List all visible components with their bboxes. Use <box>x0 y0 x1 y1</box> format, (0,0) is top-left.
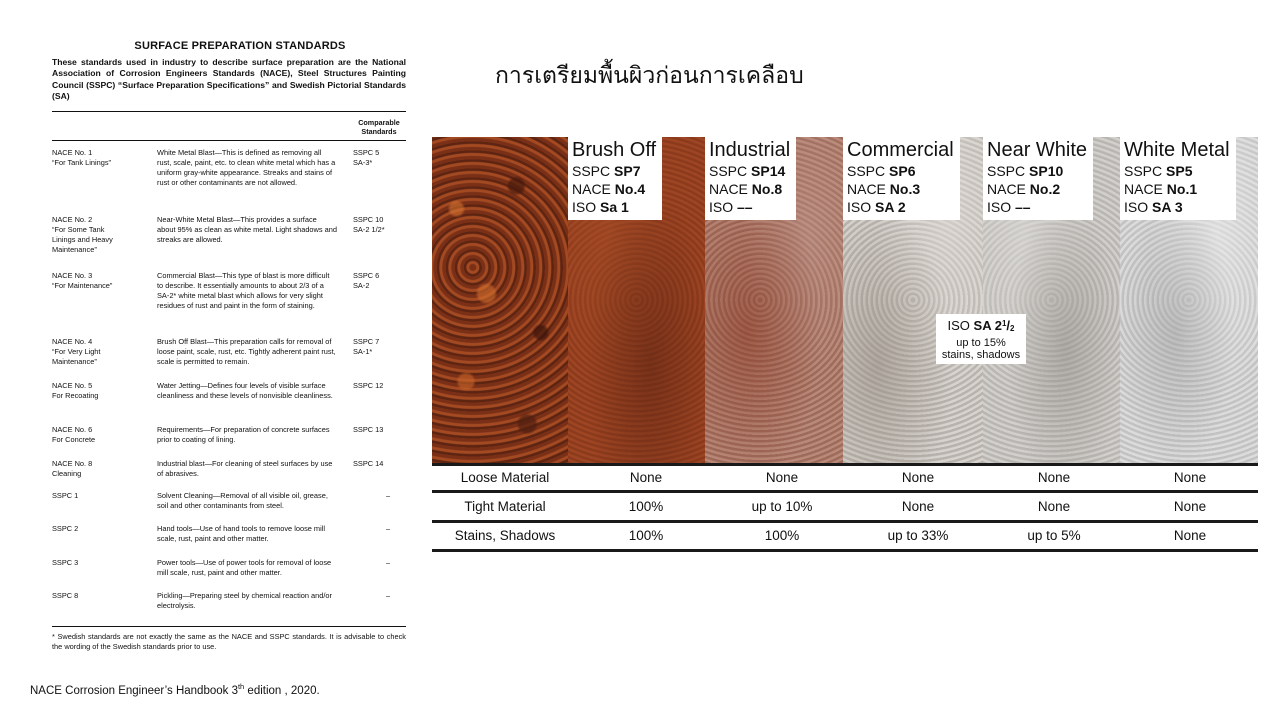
grade-photo-white-metal <box>1120 137 1258 463</box>
nace-code: No.1 <box>1166 181 1198 197</box>
comparable-standard: SSPC 13 <box>353 424 384 434</box>
iso-prefix: ISO <box>1124 199 1153 215</box>
iso-grade: SA 2 <box>973 318 1002 333</box>
sspc-code: SP14 <box>751 163 786 179</box>
nace-prefix: NACE <box>572 181 615 197</box>
grade-nace <box>1124 180 1230 198</box>
comparable-standard: – <box>385 557 391 567</box>
comparable-standard: SSPC 12 <box>353 380 384 390</box>
row-value: up to 10% <box>751 499 813 514</box>
comparison-row-stains-shadows <box>432 522 1258 549</box>
table-header-rule <box>52 140 406 141</box>
citation-suffix: edition , 2020. <box>244 685 320 697</box>
grade-iso <box>847 198 954 216</box>
standard-name: SSPC 2 <box>52 523 79 533</box>
grade-sspc <box>987 162 1087 180</box>
table-separator <box>432 549 1258 552</box>
row-value: None <box>629 470 663 485</box>
standard-name: NACE No. 3 “For Maintenance” <box>52 270 113 290</box>
grade-iso <box>572 198 656 216</box>
standard-description: Pickling—Preparing steel by chemical reaction and/or electrolysis. <box>157 590 332 610</box>
sspc-code: SP6 <box>889 163 916 179</box>
grade-sspc <box>847 162 954 180</box>
iso-code: SA 2 <box>875 199 906 215</box>
iso-code: –– <box>737 199 753 215</box>
row-label: Stains, Shadows <box>454 528 556 543</box>
sspc-prefix: SSPC <box>1124 163 1167 179</box>
standard-name: SSPC 3 <box>52 557 79 567</box>
iso-prefix: ISO <box>947 318 974 333</box>
comparable-standard: SSPC 10 SA-2 1/2* <box>353 214 385 234</box>
grade-iso <box>987 198 1087 216</box>
slide-title: การเตรียมพื้นผิวก่อนการเคลือบ <box>495 63 804 89</box>
standard-name: SSPC 1 <box>52 490 79 500</box>
grade-nace <box>987 180 1087 198</box>
standard-name: NACE No. 1 “For Tank Linings” <box>52 147 112 167</box>
row-value: 100% <box>628 528 664 543</box>
comparable-standard: SSPC 6 SA-2 <box>353 270 380 290</box>
grade-nace <box>572 180 656 198</box>
comparable-standard: SSPC 5 SA-3* <box>353 147 380 167</box>
comparable-standard: – <box>385 523 391 533</box>
standard-description: Industrial blast—For cleaning of steel surfaces by use of abrasives. <box>157 458 333 478</box>
comparable-standard: – <box>385 590 391 600</box>
sspc-prefix: SSPC <box>709 163 752 179</box>
row-label: Tight Material <box>464 499 546 514</box>
grade-label-card <box>568 137 662 220</box>
grade-photo-brush-off <box>568 137 705 463</box>
standard-description: Brush Off Blast—This preparation calls for removal of loose paint, scale, rust, etc. Tightly adherent paint rust, scale is permitted to remain. <box>157 336 336 366</box>
iso-sa-2-half-callout <box>936 314 1026 364</box>
grade-name: Industrial <box>709 139 791 161</box>
sspc-code: SP10 <box>1029 163 1064 179</box>
sspc-code: SP7 <box>614 163 641 179</box>
citation <box>30 682 320 697</box>
standard-description: Water Jetting—Defines four levels of visible surface cleanliness and these levels of nonvisible cleanliness. <box>157 380 333 400</box>
grade-label-card <box>983 137 1093 220</box>
standard-name: SSPC 8 <box>52 590 79 600</box>
standard-name: NACE No. 8 Cleaning <box>52 458 93 478</box>
standard-name: NACE No. 2 “For Some Tank Linings and Heavy Maintenance” <box>52 214 113 254</box>
iso-callout-grade: ISO SA $2^1/_2$ <box>947 318 1015 333</box>
grade-nace <box>709 180 790 198</box>
comparable-standards-header: Comparable Standards <box>358 117 400 136</box>
grade-label-card <box>1120 137 1236 220</box>
row-value: None <box>901 470 935 485</box>
standard-name: NACE No. 4 “For Very Light Maintenance” <box>52 336 101 366</box>
sspc-prefix: SSPC <box>987 163 1030 179</box>
grade-photo-near-white <box>983 137 1120 463</box>
table-bottom-rule <box>52 626 406 627</box>
nace-code: No.8 <box>751 181 783 197</box>
row-value: None <box>1173 499 1207 514</box>
grade-iso <box>709 198 790 216</box>
standard-description: White Metal Blast—This is defined as removing all rust, scale, paint, etc. to clean white metal which has a uniform gray-white appearance. Streaks and stains of rust or other contaminants are not allowed. <box>157 147 336 187</box>
nace-prefix: NACE <box>847 181 890 197</box>
iso-prefix: ISO <box>572 199 601 215</box>
iso-fraction-numerator: 1 <box>1001 319 1007 328</box>
standard-description: Solvent Cleaning—Removal of all visible oil, grease, soil and other contaminants from steel. <box>157 490 328 510</box>
iso-code: –– <box>1015 199 1031 215</box>
sspc-prefix: SSPC <box>847 163 890 179</box>
grade-name: Commercial <box>847 139 954 161</box>
rust-surface-photo <box>432 137 568 463</box>
nace-prefix: NACE <box>709 181 752 197</box>
grade-sspc <box>572 162 656 180</box>
nace-code: No.3 <box>889 181 921 197</box>
grade-name: Brush Off <box>572 139 657 161</box>
table-header <box>52 112 406 140</box>
nace-prefix: NACE <box>1124 181 1167 197</box>
row-value: None <box>1037 470 1071 485</box>
sspc-code: SP5 <box>1166 163 1193 179</box>
grade-name: Near White <box>987 139 1088 161</box>
standard-description: Near-White Metal Blast—This provides a surface about 95% as clean as white metal. Light shadows and streaks are allowed. <box>157 214 337 244</box>
grade-iso <box>1124 198 1230 216</box>
document-intro: These standards used in industry to describe surface preparation are the National Association of Corrosion Engineers Standards (NACE), Steel Structures Painting Council (SSPC) “Surface Preparation Specifications” and Swedish Pictorial Standards (SA) <box>52 57 406 102</box>
iso-fraction-denominator: 2 <box>1010 324 1015 333</box>
standard-description: Requirements—For preparation of concrete surfaces prior to coating of lining. <box>157 424 330 444</box>
grade-sspc <box>709 162 790 180</box>
row-value: 100% <box>628 499 664 514</box>
row-value: up to 5% <box>1027 528 1081 543</box>
citation-sup: th <box>237 682 245 691</box>
sspc-prefix: SSPC <box>572 163 615 179</box>
row-value: up to 33% <box>887 528 949 543</box>
iso-code: Sa 1 <box>600 199 629 215</box>
nace-code: No.2 <box>1029 181 1061 197</box>
citation-text: NACE Corrosion Engineer’s Handbook 3 <box>30 685 238 697</box>
grade-nace <box>847 180 954 198</box>
standard-description: Hand tools—Use of hand tools to remove loose mill scale, rust, paint and other matter. <box>157 523 326 543</box>
iso-prefix: ISO <box>847 199 876 215</box>
row-value: None <box>1037 499 1071 514</box>
standards-document <box>52 40 406 651</box>
standard-description: Power tools—Use of power tools for removal of loose mill scale, rust, paint and other matter. <box>157 557 332 577</box>
row-value: None <box>765 470 799 485</box>
comparable-standard: SSPC 14 <box>353 458 384 468</box>
grade-name: White Metal <box>1124 139 1230 161</box>
grade-sspc <box>1124 162 1230 180</box>
grade-photo-commercial <box>843 137 983 463</box>
grade-label-card <box>843 137 960 220</box>
grade-photo-industrial <box>705 137 843 463</box>
row-value: None <box>901 499 935 514</box>
standard-name: NACE No. 6 For Concrete <box>52 424 96 444</box>
row-label: Loose Material <box>460 470 550 485</box>
document-title: SURFACE PREPARATION STANDARDS <box>134 40 346 52</box>
nace-code: No.4 <box>614 181 646 197</box>
iso-callout-note: up to 15% stains, shadows <box>941 337 1021 361</box>
standard-name: NACE No. 5 For Recoating <box>52 380 99 400</box>
comparison-row-tight-material <box>432 493 1258 520</box>
row-value: 100% <box>764 528 800 543</box>
comparable-standard: – <box>385 490 391 500</box>
comparison-row-loose-material <box>432 464 1258 491</box>
comparable-standard: SSPC 7 SA-1* <box>353 336 380 356</box>
grade-label-card <box>705 137 796 220</box>
iso-prefix: ISO <box>709 199 738 215</box>
row-value: None <box>1173 470 1207 485</box>
iso-code: SA 3 <box>1152 199 1183 215</box>
nace-prefix: NACE <box>987 181 1030 197</box>
row-value: None <box>1173 528 1207 543</box>
document-footnote: * Swedish standards are not exactly the same as the NACE and SSPC standards. It is advisable to check the wording of the Swedish standards prior to use. <box>52 632 406 651</box>
standard-description: Commercial Blast—This type of blast is more difficult to describe. It essentially amounts to about 2/3 of a SA-2* white metal blast which allows for very slight residues of rust and paint in the form of staining. <box>157 270 330 310</box>
iso-prefix: ISO <box>987 199 1016 215</box>
surface-photo-panel <box>432 137 1258 463</box>
